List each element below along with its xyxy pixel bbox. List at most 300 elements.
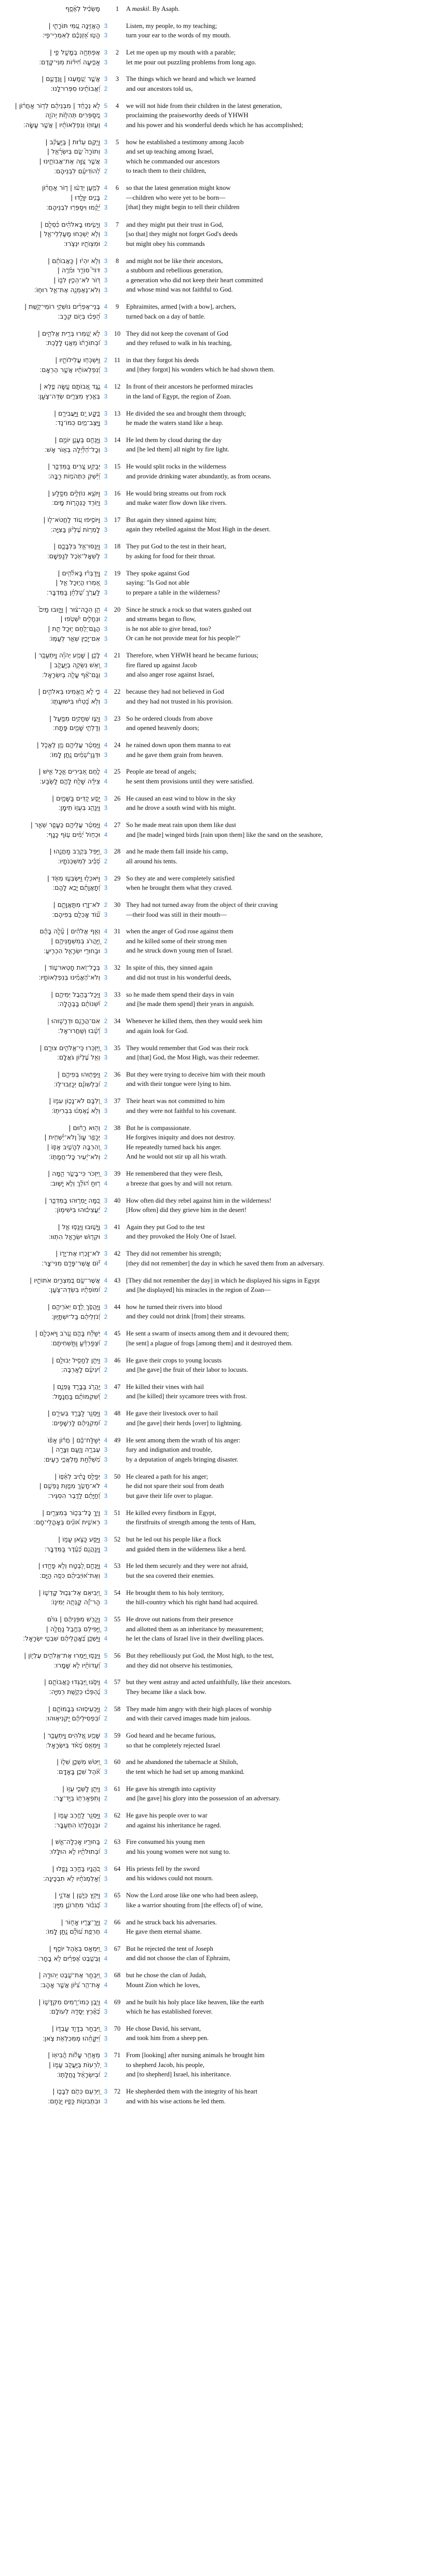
word-count-number: 4 bbox=[104, 929, 108, 935]
hebrew-line bbox=[0, 614, 109, 624]
hebrew-line bbox=[0, 392, 109, 402]
english-line: He sent a swarm of insects among them and it devoured them; bbox=[126, 1330, 289, 1338]
verse-row bbox=[0, 1016, 428, 1036]
verse-row bbox=[0, 1196, 428, 1215]
hebrew-line bbox=[0, 2024, 109, 2034]
word-count-number: 3 bbox=[104, 1304, 108, 1311]
word-count-number: 3 bbox=[104, 1234, 108, 1241]
hebrew-text: רֵאשִׁ֥ית א֝וֹנִ֗ים בְּאׇהֳלֵי־חָֽם׃ bbox=[34, 1518, 100, 1526]
hebrew-line bbox=[0, 1222, 109, 1232]
verse-row bbox=[0, 651, 428, 680]
hebrew-text: הֵ֤ן הִכָּה־צ֨וּר | וַיָּז֣וּבוּ מַיִם֮ bbox=[39, 605, 100, 613]
word-count-number: 4 bbox=[104, 769, 108, 776]
hebrew-text: מֵאַחַ֥ר עָל֗וֹת הֱ֫בִיא֥וֹ | bbox=[48, 2051, 100, 2059]
verse-row bbox=[0, 409, 428, 428]
hebrew-line bbox=[0, 1891, 109, 1900]
hebrew-text: לֹא־זָר֥וּ מִתַּאֲוָתָ֑ם | bbox=[53, 901, 100, 909]
hebrew-text: לְמַ֤עַן יֵדְע֨וּ | ד֣וֹר אַחֲר֗וֹן bbox=[42, 184, 100, 192]
hebrew-text: וְ֭הִרְבָּה לְהָשִׁ֣יב אַפּ֑וֹ | bbox=[47, 1142, 100, 1151]
english-line: and took him from a sheep pen. bbox=[126, 2034, 209, 2042]
verse-number: 63 bbox=[114, 1838, 121, 1846]
hebrew-line bbox=[0, 48, 109, 58]
english-line: a stubborn and rebellious generation, bbox=[126, 267, 223, 274]
word-count-number: 3 bbox=[104, 715, 108, 722]
verse-row bbox=[0, 1302, 428, 1321]
hebrew-text: וּדְגַן־שָׁ֝מַ֗יִם נָ֣תַן לָֽמוֹ׃ bbox=[50, 750, 100, 759]
english-column bbox=[124, 605, 428, 643]
hebrew-line bbox=[0, 1339, 109, 1348]
hebrew-text: אָ֭מְרוּ הֲי֣וּכַל אֵ֑ל | bbox=[56, 578, 100, 587]
hebrew-text: ר֥וּחַ ה֝וֹלֵ֗ךְ וְלֹ֣א יָשֽׁוּב׃ bbox=[50, 1179, 100, 1187]
hebrew-text: וְלֹ֣א יִ֭שְׁכְּחוּ מַעַלְלֵי־אֵ֑ל | bbox=[39, 230, 100, 238]
hebrew-text: וְגַם־אַ֝֗ף עָלָ֥ה בְיִשְׂרָאֵֽל׃ bbox=[42, 670, 100, 679]
english-line: and might not be like their ancestors, bbox=[126, 257, 223, 265]
hebrew-line bbox=[0, 1106, 109, 1116]
word-count-number: 3 bbox=[104, 1108, 108, 1114]
hebrew-text: וַֽיְדַבְּר֗וּ בֵּֽאלֹ֫הִ֥ים | bbox=[58, 569, 100, 577]
hebrew-line bbox=[0, 312, 109, 322]
hebrew-text: וּ֝בִלְשׁוֹנָ֗ם יְכַזְּבוּ־לֽוֹ׃ bbox=[53, 1080, 100, 1088]
english-line: the tent which he had set up among mankind. bbox=[126, 1768, 245, 1775]
hebrew-line bbox=[0, 147, 109, 157]
hebrew-text: וְאַ֤ף אֱלֹהִ֨ים | עָ֘לָ֤ה בָהֶ֗ם bbox=[39, 927, 100, 935]
hebrew-line bbox=[0, 1276, 109, 1286]
hebrew-line bbox=[0, 1837, 109, 1847]
hebrew-line bbox=[0, 1196, 109, 1206]
word-count-number: 3 bbox=[104, 1849, 108, 1856]
english-column bbox=[124, 1891, 428, 1910]
verse-number: 33 bbox=[114, 990, 121, 998]
english-line: He brought them to his holy territory, bbox=[126, 1589, 224, 1596]
hebrew-text: וַיַּשְׁכֵּ֥ן בְּ֝אׇהֳלֵיהֶ֗ם שִׁבְטֵ֥י יִשְׂרָאֵֽל׃ bbox=[23, 1634, 100, 1643]
hebrew-line bbox=[0, 569, 109, 578]
hebrew-line bbox=[0, 1597, 109, 1607]
hebrew-text: וַ֝יַּ֗שְׁקְ כִּתְהֹמ֥וֹת רַבָּֽה׃ bbox=[48, 472, 100, 480]
hebrew-column bbox=[0, 4, 111, 13]
hebrew-column bbox=[0, 1409, 111, 1428]
english-line: and his power and his wonderful deeds which he has accomplished; bbox=[126, 121, 303, 129]
english-column bbox=[124, 1409, 428, 1428]
word-count-number: 3 bbox=[104, 2026, 108, 2032]
hebrew-text: וַ֝יִּקָּחֵ֗הוּ מִֽמִּכְלְאֹ֥ת צֹֽאן׃ bbox=[42, 2034, 100, 2042]
hebrew-column bbox=[0, 1677, 111, 1697]
verse-row bbox=[0, 48, 428, 67]
hebrew-line bbox=[0, 936, 109, 946]
english-line: But he is compassionate. bbox=[126, 1124, 191, 1132]
english-column bbox=[124, 302, 428, 321]
verse-number: 28 bbox=[114, 848, 121, 856]
english-line: He gave them eternal shame. bbox=[126, 1928, 202, 1936]
hebrew-line bbox=[0, 588, 109, 598]
english-line: to shepherd Jacob, his people, bbox=[126, 2061, 205, 2069]
hebrew-column bbox=[0, 820, 111, 839]
word-count-number: 3 bbox=[104, 287, 108, 294]
hebrew-column bbox=[0, 794, 111, 813]
word-count-number: 3 bbox=[104, 464, 108, 471]
hebrew-column bbox=[0, 302, 111, 321]
english-column bbox=[124, 355, 428, 375]
hebrew-column bbox=[0, 1704, 111, 1724]
word-count-number: 3 bbox=[104, 752, 108, 759]
word-count-number: 3 bbox=[104, 473, 108, 480]
hebrew-line bbox=[0, 651, 109, 660]
hebrew-line bbox=[0, 1070, 109, 1080]
hebrew-line bbox=[0, 1588, 109, 1598]
hebrew-line bbox=[0, 239, 109, 249]
word-count-number: 2 bbox=[104, 1839, 108, 1846]
english-line: A maskil. By Asaph. bbox=[126, 5, 180, 12]
hebrew-line bbox=[0, 355, 109, 365]
hebrew-text: וְלֹ֥א בָ֝טְח֗וּ בִּישׁוּעָתֽוֹ׃ bbox=[50, 697, 100, 706]
english-line: He gave their crops to young locusts bbox=[126, 1356, 222, 1364]
verse-row bbox=[0, 820, 428, 839]
verse-row bbox=[0, 1918, 428, 1937]
hebrew-line bbox=[0, 803, 109, 813]
english-column bbox=[124, 21, 428, 40]
hebrew-line bbox=[0, 1624, 109, 1634]
hebrew-text: וַיְכַל־בַּהֶ֥בֶל יְמֵיהֶ֑ם | bbox=[51, 990, 100, 998]
hebrew-column bbox=[0, 1070, 111, 1089]
hebrew-column bbox=[0, 329, 111, 348]
hebrew-line bbox=[0, 1508, 109, 1518]
hebrew-line bbox=[0, 750, 109, 760]
hebrew-line bbox=[0, 137, 109, 147]
hebrew-line bbox=[0, 193, 109, 203]
english-line: and [he gave] his glory into the possession of an adversary. bbox=[126, 1795, 281, 1802]
word-count-number: 4 bbox=[104, 1277, 108, 1284]
hebrew-line bbox=[0, 2050, 109, 2060]
hebrew-text: יַהֲרֹ֣ג בַּבָּרָ֣ד גַּפְנָ֑ם | bbox=[52, 1382, 100, 1390]
english-column bbox=[124, 1864, 428, 1883]
verse-number: 56 bbox=[114, 1652, 121, 1660]
english-column bbox=[124, 794, 428, 813]
hebrew-text: וְ֝אַלְמְנֹתָ֗יו לֹ֣א תִבְכֶּֽינָה׃ bbox=[43, 1874, 100, 1882]
word-count-number: 4 bbox=[104, 304, 108, 311]
word-count-number: 3 bbox=[104, 258, 108, 265]
hebrew-text: יַ֝עֲצִיב֗וּהוּ בִּישִׁימֽוֹן׃ bbox=[54, 1206, 100, 1214]
english-line: From [looking] after nursing animals he brought him bbox=[126, 2051, 265, 2059]
verse-row bbox=[0, 2050, 428, 2079]
hebrew-line bbox=[0, 1043, 109, 1053]
hebrew-column bbox=[0, 1382, 111, 1401]
word-count-number: 3 bbox=[104, 447, 108, 453]
verse-number: 54 bbox=[114, 1589, 121, 1596]
word-count-number: 4 bbox=[104, 1955, 108, 1962]
verse-row bbox=[0, 794, 428, 813]
hebrew-line bbox=[0, 552, 109, 561]
hebrew-line bbox=[0, 462, 109, 472]
word-count-number: 3 bbox=[104, 1689, 108, 1696]
hebrew-column bbox=[0, 137, 111, 176]
word-count-number: 3 bbox=[104, 805, 108, 812]
english-line: They became like a slack bow. bbox=[126, 1688, 206, 1696]
verse-number: 53 bbox=[114, 1562, 121, 1570]
verse-row bbox=[0, 489, 428, 508]
hebrew-line bbox=[0, 1382, 109, 1392]
verse-number: 17 bbox=[114, 516, 121, 524]
hebrew-text: וַיַּמְטֵ֬ר עֲלֵיהֶ֣ם מָ֣ן לֶאֱכֹ֑ל | bbox=[36, 741, 100, 749]
hebrew-column bbox=[0, 1016, 111, 1036]
word-count-number: 3 bbox=[104, 437, 108, 444]
hebrew-line bbox=[0, 1821, 109, 1830]
word-count-number: 2 bbox=[104, 1154, 108, 1161]
word-count-number: 3 bbox=[104, 626, 108, 632]
verse-row bbox=[0, 1096, 428, 1115]
hebrew-line bbox=[0, 1927, 109, 1937]
english-line: [that] they might begin to tell their children bbox=[126, 203, 240, 211]
verse-row bbox=[0, 462, 428, 481]
english-column bbox=[124, 2087, 428, 2106]
hebrew-line bbox=[0, 1249, 109, 1259]
hebrew-line bbox=[0, 21, 109, 31]
english-line: and they refused to walk in his teaching, bbox=[126, 339, 232, 347]
hebrew-text: וְלֹא־יָ֝עִיר כׇּל־חֲמָתֽוֹ׃ bbox=[49, 1152, 100, 1161]
word-count-number: 3 bbox=[104, 313, 108, 320]
english-line: and with their tongue were lying to him. bbox=[126, 1080, 231, 1088]
word-count-number: 2 bbox=[104, 2072, 108, 2078]
verse-number: 6 bbox=[115, 184, 119, 192]
word-count-number: 4 bbox=[104, 185, 108, 192]
verse-number: 8 bbox=[115, 257, 119, 265]
word-count-number: 3 bbox=[104, 420, 108, 427]
hebrew-line bbox=[0, 723, 109, 733]
word-count-number: 3 bbox=[104, 2089, 108, 2096]
verse-row bbox=[0, 1222, 428, 1242]
english-line: But they were trying to deceive him with their mouth bbox=[126, 1070, 266, 1078]
hebrew-text: עֶבְרָ֣ה וָזַ֣עַם וְצָרָ֑ה | bbox=[51, 1445, 100, 1454]
verse-number: 46 bbox=[114, 1356, 121, 1364]
hebrew-column bbox=[0, 256, 111, 295]
english-column bbox=[124, 1096, 428, 1115]
english-column bbox=[124, 1731, 428, 1750]
hebrew-text: וִ֝יגִיעָ֗ם לָאַרְבֶּֽה׃ bbox=[61, 1366, 100, 1374]
verse-row bbox=[0, 1356, 428, 1375]
word-count-number: 3 bbox=[104, 222, 108, 228]
verse-row bbox=[0, 1971, 428, 1990]
english-column bbox=[124, 1169, 428, 1188]
verse-row bbox=[0, 1677, 428, 1697]
verse-row bbox=[0, 963, 428, 982]
hebrew-text: וְאֶת־א֝וֹיְבֵיהֶ֗ם כִּסָּ֥ה הַיָּֽם׃ bbox=[39, 1572, 100, 1580]
hebrew-line bbox=[0, 1392, 109, 1402]
verse-row bbox=[0, 1169, 428, 1188]
hebrew-line bbox=[0, 624, 109, 634]
word-count-number: 4 bbox=[104, 822, 108, 829]
hebrew-line bbox=[0, 1409, 109, 1418]
word-count-number: 3 bbox=[104, 849, 108, 856]
hebrew-line bbox=[0, 58, 109, 67]
word-count-number: 2 bbox=[104, 616, 108, 623]
hebrew-line bbox=[0, 1900, 109, 1910]
hebrew-text: מְ֭סַפְּרִים תְּהִלּ֣וֹת יְהֹוָ֑ה bbox=[45, 111, 100, 119]
verse-row bbox=[0, 900, 428, 919]
hebrew-text: אֹ֝֗הֶל שִׁכֵּ֥ן בָּאָדָֽם׃ bbox=[57, 1768, 100, 1776]
english-column bbox=[124, 927, 428, 956]
english-line: and he built his holy place like heaven, like the earth bbox=[126, 1998, 264, 2006]
hebrew-line bbox=[0, 1455, 109, 1465]
hebrew-line bbox=[0, 1080, 109, 1090]
hebrew-text: וְ֝נֹזְלֵיהֶ֗ם בַּל־יִשְׁתָּיֽוּן׃ bbox=[51, 1312, 100, 1320]
hebrew-text: וַיַּמְטֵ֬ר עֲלֵיהֶ֣ם כֶּעָפָ֣ר שְׁאֵ֑ר | bbox=[30, 821, 100, 829]
hebrew-text: וַיַּנְחֵ֣ם בֶּעָנָ֣ן יוֹמָ֑ם | bbox=[54, 435, 100, 444]
hebrew-line bbox=[0, 1741, 109, 1751]
english-line: saying: "Is God not able bbox=[126, 579, 189, 587]
word-count-number: 3 bbox=[104, 672, 108, 679]
hebrew-line bbox=[0, 999, 109, 1009]
hebrew-column bbox=[0, 2024, 111, 2043]
hebrew-text: וְיָשִׂ֥ימוּ בֵֽאלֹהִ֗ים כִּ֫סְלָ֥ם | bbox=[40, 220, 100, 228]
hebrew-column bbox=[0, 48, 111, 67]
hebrew-text: וּ֝מוֹפְתָ֗יו בִּשְׂדֵה־צֹֽעַן׃ bbox=[49, 1286, 100, 1294]
hebrew-line bbox=[0, 1980, 109, 1990]
hebrew-line bbox=[0, 1259, 109, 1269]
word-count-number: 2 bbox=[104, 241, 108, 247]
english-line: and streams began to flow, bbox=[126, 615, 196, 623]
hebrew-column bbox=[0, 714, 111, 733]
verse-number: 19 bbox=[114, 569, 121, 577]
hebrew-text: וַֽ֭יַּהֲרֹג בְּמִשְׁמַנֵּיהֶ֑ם | bbox=[51, 937, 100, 945]
hebrew-text: בְּכׇל־זֹ֭את חָֽטְאוּ־ע֑וֹד | bbox=[44, 963, 100, 972]
english-line: Fire consumed his young men bbox=[126, 1838, 205, 1846]
verse-number: 29 bbox=[114, 874, 121, 882]
word-count-number: 3 bbox=[104, 965, 108, 972]
english-line: he let the clans of Israel live in their dwelling places. bbox=[126, 1635, 265, 1643]
hebrew-line bbox=[0, 2060, 109, 2070]
english-line: They did not keep the covenant of God bbox=[126, 329, 228, 337]
english-column bbox=[124, 1811, 428, 1830]
verse-number: 38 bbox=[114, 1124, 121, 1132]
hebrew-line bbox=[0, 435, 109, 445]
english-line: He repeatedly turned back his anger. bbox=[126, 1143, 222, 1151]
verse-row bbox=[0, 1561, 428, 1580]
english-column bbox=[124, 651, 428, 680]
hebrew-column bbox=[0, 489, 111, 508]
english-line: They did not remember his strength; bbox=[126, 1250, 222, 1258]
hebrew-line bbox=[0, 157, 109, 167]
hebrew-column bbox=[0, 1731, 111, 1750]
english-line: proclaiming the praiseworthy deeds of YHWH bbox=[126, 112, 248, 119]
word-count-number: 2 bbox=[104, 1716, 108, 1723]
hebrew-text: וַֽיַּצֶּב־מַ֥יִם כְּמוֹ־נֵֽד׃ bbox=[55, 419, 100, 427]
hebrew-column bbox=[0, 220, 111, 249]
hebrew-column bbox=[0, 569, 111, 598]
hebrew-column bbox=[0, 1918, 111, 1937]
english-column bbox=[124, 820, 428, 839]
verse-number: 2 bbox=[115, 49, 119, 57]
word-count-number: 3 bbox=[104, 330, 108, 337]
english-column bbox=[124, 1196, 428, 1215]
word-count-number: 3 bbox=[104, 1813, 108, 1820]
word-count-number: 3 bbox=[104, 113, 108, 119]
hebrew-text: יְפַלֵּ֥ס נָתִ֗יב לְאַ֫פּ֥וֹ | bbox=[54, 1472, 100, 1480]
verse-row bbox=[0, 302, 428, 321]
hebrew-text: בָּנִ֥ים יִוָּלֵ֑דוּ | bbox=[71, 194, 100, 202]
verse-row bbox=[0, 767, 428, 786]
hebrew-line bbox=[0, 963, 109, 973]
english-line: He caused an east wind to blow in the sky bbox=[126, 794, 236, 802]
english-column bbox=[124, 900, 428, 919]
word-count-number: 3 bbox=[104, 1866, 108, 1872]
hebrew-line bbox=[0, 660, 109, 670]
hebrew-line bbox=[0, 498, 109, 508]
english-line: and he struck back his adversaries. bbox=[126, 1918, 217, 1926]
word-count-number: 3 bbox=[104, 975, 108, 982]
english-line: when the anger of God rose against them bbox=[126, 928, 233, 935]
english-line: Or can he not provide meat for his people?" bbox=[126, 635, 241, 642]
hebrew-text: אִם־יָכִ֖ין שְׁאֵ֣ר לְעַמּֽוֹ׃ bbox=[49, 634, 100, 642]
english-line: because they had not believed in God bbox=[126, 688, 224, 696]
hebrew-text: וַיַּ֣ךְ כׇּל־בְּכ֣וֹר בְּמִצְרָ֑יִם | bbox=[42, 1508, 100, 1517]
hebrew-line bbox=[0, 1016, 109, 1026]
hebrew-text: אֲשֶׁ֣ר צִ֭וָּה אֶת־אֲבוֹתֵ֑ינוּ | bbox=[39, 157, 100, 166]
verse-row bbox=[0, 1043, 428, 1063]
english-line: and with their carved images made him jealous. bbox=[126, 1715, 251, 1723]
english-line: Ephraimites, armed [with a bow], archers, bbox=[126, 303, 236, 311]
verse-row bbox=[0, 1837, 428, 1856]
hebrew-text: וְלֹ֤א יִהְי֨וּ | כַּאֲבוֹתָ֗ם | bbox=[47, 256, 100, 265]
english-column bbox=[124, 1535, 428, 1554]
hebrew-text: וּבְנַחֲלָת֥וֹ הִתְעַבָּֽר׃ bbox=[54, 1821, 100, 1829]
word-count-number: 3 bbox=[104, 410, 108, 417]
word-count-number: 2 bbox=[104, 168, 108, 175]
hebrew-line bbox=[0, 605, 109, 615]
verse-row bbox=[0, 1436, 428, 1465]
verse-row bbox=[0, 1731, 428, 1750]
hebrew-column bbox=[0, 1169, 111, 1188]
verse-number: 5 bbox=[115, 138, 119, 146]
verse-row bbox=[0, 605, 428, 644]
english-line: He cleared a path for his anger; bbox=[126, 1472, 209, 1480]
word-count-number: 4 bbox=[104, 779, 108, 786]
english-column bbox=[124, 963, 428, 982]
word-count-number: 3 bbox=[104, 2035, 108, 2042]
english-line: which he has established forever. bbox=[126, 2008, 213, 2016]
verse-row bbox=[0, 183, 428, 212]
hebrew-text: וּ֝שְׁנוֹתָ֗ם בַּבֶּהָלָֽה׃ bbox=[58, 1000, 100, 1008]
word-count-number: 3 bbox=[104, 1098, 108, 1105]
english-line: Whenever he killed them, then they would seek him bbox=[126, 1017, 263, 1025]
english-line: to teach them to their children, bbox=[126, 167, 206, 175]
word-count-number: 4 bbox=[104, 1331, 108, 1338]
verse-number: 60 bbox=[114, 1758, 121, 1766]
hebrew-column bbox=[0, 687, 111, 706]
hebrew-column bbox=[0, 1588, 111, 1607]
word-count-number: 3 bbox=[104, 393, 108, 400]
english-line: He killed their vines with hail bbox=[126, 1383, 204, 1390]
verse-row bbox=[0, 1891, 428, 1910]
english-line: and our ancestors told us, bbox=[126, 85, 193, 92]
english-line: so that the latest generation might know bbox=[126, 184, 231, 192]
hebrew-column bbox=[0, 1615, 111, 1644]
verse-row bbox=[0, 4, 428, 14]
hebrew-column bbox=[0, 1329, 111, 1348]
hebrew-line bbox=[0, 927, 109, 936]
hebrew-text: לֹ֣א שָׁ֭מְרוּ בְּרִ֣ית אֱלֹהִ֑ים | bbox=[37, 329, 100, 337]
english-column bbox=[124, 1677, 428, 1697]
english-column bbox=[124, 515, 428, 534]
hebrew-text: בָּ֣קַֽע יָ֭ם וַיַּעֲבִירֵ֑ם | bbox=[53, 409, 100, 417]
word-count-number: 3 bbox=[104, 159, 108, 166]
word-count-number: 2 bbox=[104, 1207, 108, 1214]
word-count-number: 2 bbox=[104, 1081, 108, 1088]
english-line: People ate bread of angels; bbox=[126, 768, 197, 776]
hebrew-text: וְלֹא־הֶ֝אֱמִ֗ינוּ בְּנִפְלְאוֹתָֽיו׃ bbox=[38, 973, 100, 982]
verse-row bbox=[0, 382, 428, 401]
english-column bbox=[124, 1508, 428, 1527]
hebrew-line bbox=[0, 1714, 109, 1724]
word-count-number: 3 bbox=[104, 33, 108, 39]
word-count-number: 3 bbox=[104, 527, 108, 533]
